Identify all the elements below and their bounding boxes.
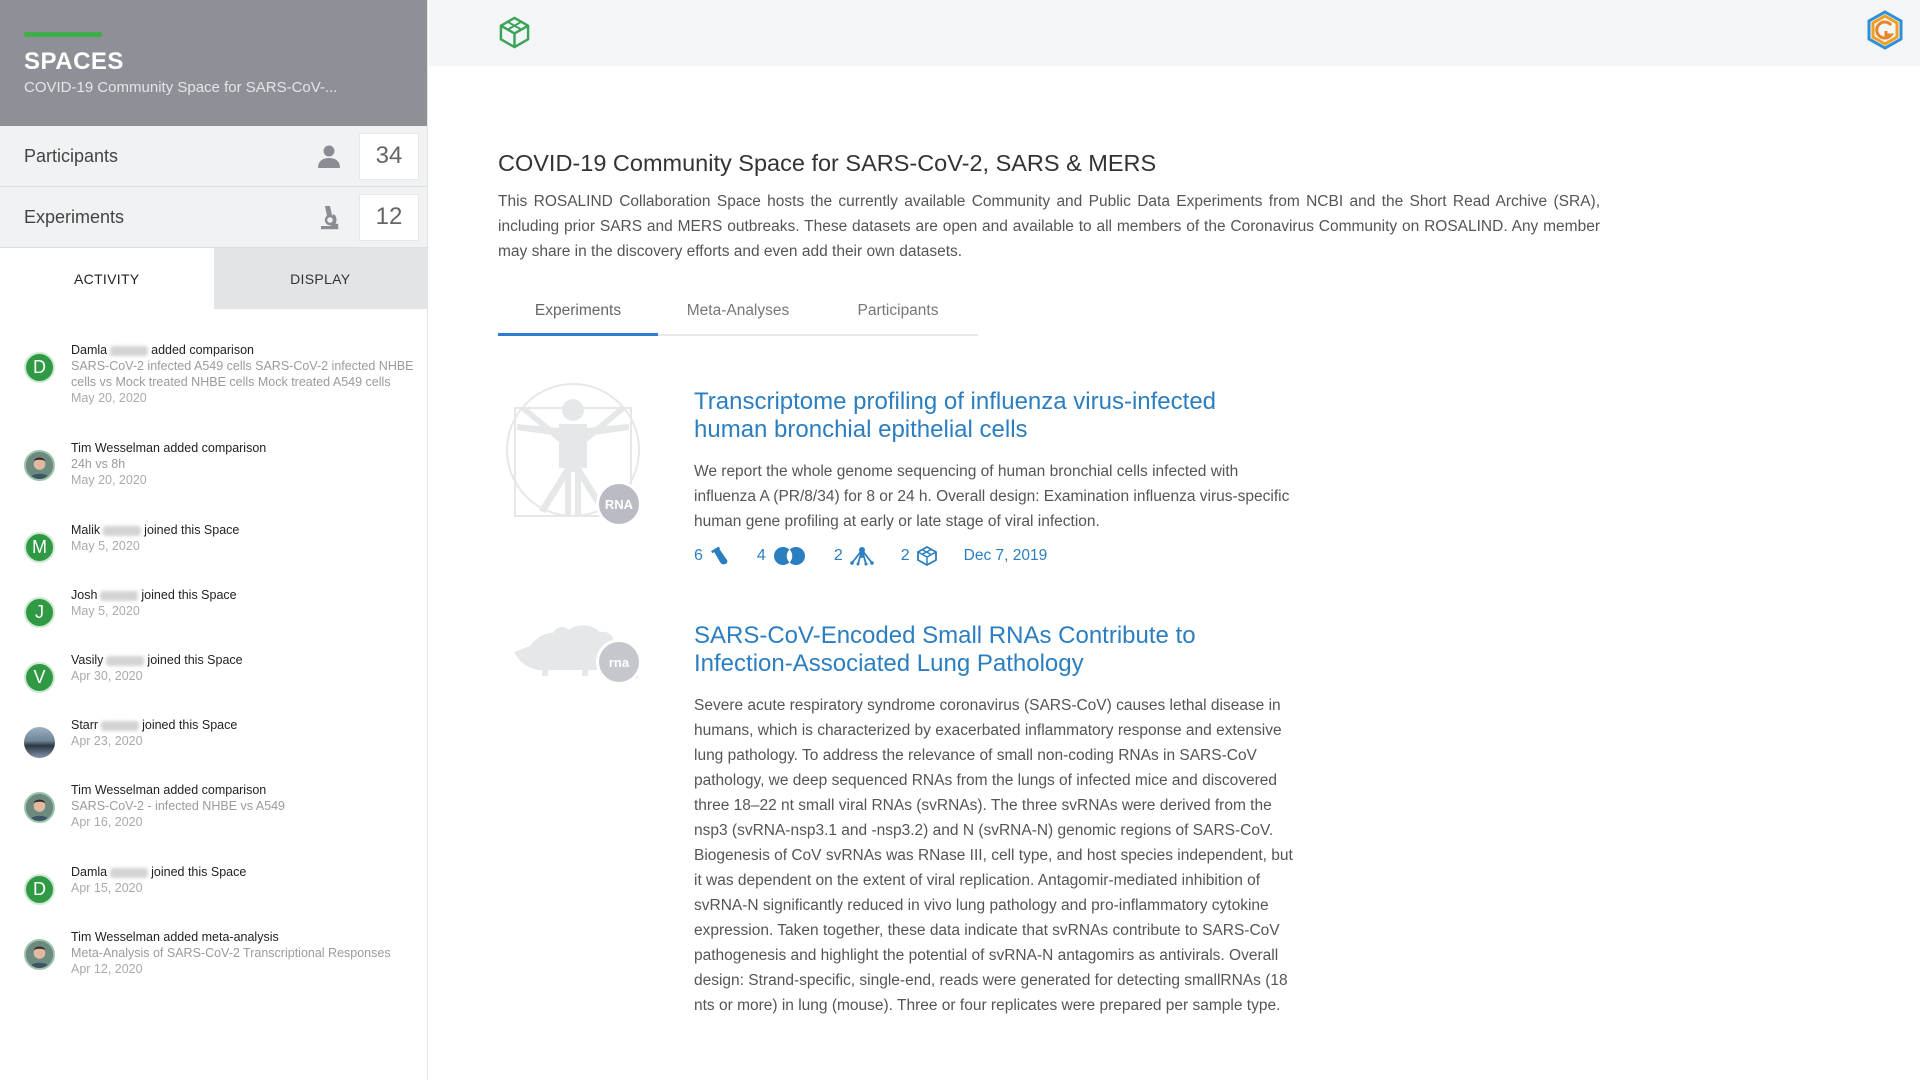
activity-date: May 5, 2020 [71,604,140,618]
stat-experiments-label: Experiments [24,206,125,227]
activity-text [71,440,421,456]
activity-date: Apr 12, 2020 [71,962,143,976]
activity-action: joined this Space [144,523,240,537]
tab-participants[interactable]: Participants [857,302,939,319]
redacted-surname [103,526,141,536]
rna-badge: RNA [596,481,642,527]
avatar[interactable] [24,727,55,758]
avatar[interactable] [24,874,55,905]
experiment-card [498,622,1600,1018]
experiment-thumbnail [498,622,694,1018]
page-description: This ROSALIND Collaboration Space hosts the currently available Community and Public Data Experiments from NCBI and the Short Read Archive (SRA), including prior SARS and MERS outbreaks. These datasets are open and available to all members of the Coronavirus Community on ROSALIND. Any member may share in the discovery efforts and even add their own datasets. [498,193,1600,260]
activity-item[interactable] [24,522,427,587]
activity-date: Apr 16, 2020 [71,815,143,829]
rosalind-logo-icon[interactable] [1866,10,1904,50]
activity-user-name[interactable]: Damla [71,865,108,879]
sidebar [0,0,428,1080]
experiment-body [694,388,1294,566]
activity-user-name[interactable]: Vasily [71,653,104,667]
stat-experiments[interactable] [0,187,427,248]
activity-user-name[interactable]: Josh [71,588,98,602]
activity-action: joined this Space [151,865,247,879]
activity-text [71,522,421,538]
stat-participants-value: 34 [359,133,419,180]
microscope-icon [315,203,343,231]
activity-body [71,440,421,522]
venn-icon [772,546,808,566]
cube-logo-icon[interactable] [498,16,531,49]
activity-action: joined this Space [147,653,243,667]
activity-detail[interactable]: 24h vs 8h [71,457,126,471]
redacted-surname [110,346,148,356]
activity-action: added comparison [163,441,267,455]
activity-date: Apr 30, 2020 [71,669,143,683]
content-tabs [498,298,978,336]
activity-body [71,864,421,929]
activity-user-name[interactable]: Malik [71,523,101,537]
activity-detail[interactable]: Meta-Analysis of SARS-CoV-2 Transcriptional Responses [71,946,391,960]
comparisons-count-value: 4 [756,547,766,564]
activity-text [71,652,421,668]
avatar-initial: D [33,879,46,899]
person-icon [315,142,343,170]
sidebar-subtitle: COVID-19 Community Space for SARS-CoV-... [24,79,338,96]
samples-count-value: 6 [694,547,703,564]
activity-text [71,587,421,603]
activity-body [71,717,421,782]
experiment-title[interactable]: Transcriptome profiling of influenza virus-infected human bronchial epithelial cells [694,388,1217,443]
activity-user-name[interactable]: Tim Wesselman [71,930,160,944]
activity-body [71,782,421,864]
experiment-title[interactable]: SARS-CoV-Encoded Small RNAs Contribute to Infection-Associated Lung Pathology [694,622,1196,677]
activity-date: May 20, 2020 [71,391,147,405]
activity-item[interactable] [24,440,427,522]
activity-item[interactable] [24,864,427,929]
main-content [498,150,1600,1018]
meta-analyses-count-value: 2 [900,547,910,564]
network-icon [849,546,875,566]
activity-item[interactable] [24,782,427,864]
redacted-surname [100,591,138,601]
redacted-surname [101,721,139,731]
activity-item[interactable] [24,587,427,652]
avatar[interactable] [24,352,55,383]
activity-text [71,342,421,358]
activity-text [71,929,421,945]
redacted-surname [110,868,148,878]
stat-participants-label: Participants [24,145,119,166]
activity-action: joined this Space [142,718,238,732]
stat-participants[interactable] [0,126,427,187]
activity-item[interactable] [24,929,427,1011]
avatar[interactable] [24,939,55,970]
activity-action: added meta-analysis [163,930,279,944]
sidebar-title: SPACES [24,48,124,75]
avatar[interactable] [24,597,55,628]
experiment-thumbnail [498,388,694,566]
experiment-date: Dec 7, 2019 [963,547,1048,564]
sidebar-accent-bar [24,32,102,37]
pathways-count-value: 2 [833,547,843,564]
avatar[interactable] [24,662,55,693]
tab-meta-analyses[interactable]: Meta-Analyses [686,302,790,319]
samples-count[interactable] [694,546,731,566]
experiment-meta [694,546,1294,566]
sidebar-header [0,0,427,126]
activity-action: joined this Space [141,588,237,602]
activity-feed [0,309,427,1011]
experiment-card [498,388,1600,566]
activity-date: Apr 15, 2020 [71,881,143,895]
avatar[interactable] [24,450,55,481]
test-tube-icon [709,546,731,566]
tab-experiments[interactable]: Experiments [498,298,658,336]
activity-date: Apr 23, 2020 [71,734,143,748]
page-title: COVID-19 Community Space for SARS-CoV-2, SARS & MERS [498,150,1157,176]
activity-body [71,929,421,1011]
experiment-description: Severe acute respiratory syndrome coronavirus (SARS-CoV) causes lethal disease in humans, which is characterized by exacerbated inflammatory response and extensive lung pathology. To address the relevance of small non-coding RNAs in SARS-CoV pathology, we deep sequenced RNAs from the lungs of infected mice and discovered three 18–22 nt small viral RNAs (svRNAs). The three svRNAs were derived from the nsp3 (svRNA-nsp3.1 and -nsp3.2) and N (svRNA-N) genomic regions of SARS-CoV. Biogenesis of CoV svRNAs was RNase III, cell type, and host species independent, but it was dependent on the extent of viral replication. Antagomir-mediated inhibition of svRNA-N significantly reduced in vivo lung pathology and pro-inflammatory cytokine expression. Taken together, these data indicate that svRNAs contribute to SARS-CoV pathogenesis and highlight the potential of svRNA-N antagomirs as antivirals. Overall design: Strand-specific, single-end, reads were generated for detecting smallRNAs (18 nts or more) in lung (mouse). Three or four replicates were prepared per sample type. [694,697,1293,1014]
avatar-initial: V [33,667,46,687]
rna-badge: rna [596,639,642,685]
activity-date: May 20, 2020 [71,473,147,487]
activity-body [71,587,421,652]
avatar-initial: D [33,357,46,377]
stat-experiments-value: 12 [359,194,419,241]
tab-activity[interactable]: ACTIVITY [0,248,214,309]
avatar-initial: J [35,602,44,622]
activity-detail[interactable]: SARS-CoV-2 infected A549 cells SARS-CoV-2 infected NHBE cells vs Mock treated NHBE cells Mock treated A549 cells [71,359,414,389]
avatar-initial: M [32,537,47,557]
activity-body [71,342,421,440]
activity-detail[interactable]: SARS-CoV-2 - infected NHBE vs A549 [71,799,285,813]
activity-body [71,652,421,717]
top-bar [429,0,1920,66]
activity-date: May 5, 2020 [71,539,140,553]
activity-action: added comparison [163,783,267,797]
avatar[interactable] [24,792,55,823]
tab-display[interactable]: DISPLAY [214,248,428,309]
activity-user-name[interactable]: Tim Wesselman [71,783,160,797]
activity-body [71,522,421,587]
activity-text [71,717,421,733]
activity-item[interactable] [24,342,427,440]
sidebar-tabs [0,248,427,309]
meta-analyses-count[interactable] [901,546,938,566]
comparisons-count[interactable] [757,546,808,566]
activity-text [71,782,421,798]
redacted-surname [106,656,144,666]
experiment-description: We report the whole genome sequencing of human bronchial cells infected with influenza A (PR/8/34) for 8 or 24 h. Overall design: Examination influenza virus-specific human gene profiling at early or late stage of viral infection. [694,463,1290,530]
activity-text [71,864,421,880]
activity-user-name[interactable]: Starr [71,718,99,732]
activity-item[interactable] [24,652,427,717]
experiment-body [694,622,1294,1018]
activity-user-name[interactable]: Damla [71,343,108,357]
avatar[interactable] [24,532,55,563]
activity-action: added comparison [151,343,254,357]
cube-icon [916,546,938,566]
activity-item[interactable] [24,717,427,782]
activity-user-name[interactable]: Tim Wesselman [71,441,160,455]
pathways-count[interactable] [834,546,875,566]
